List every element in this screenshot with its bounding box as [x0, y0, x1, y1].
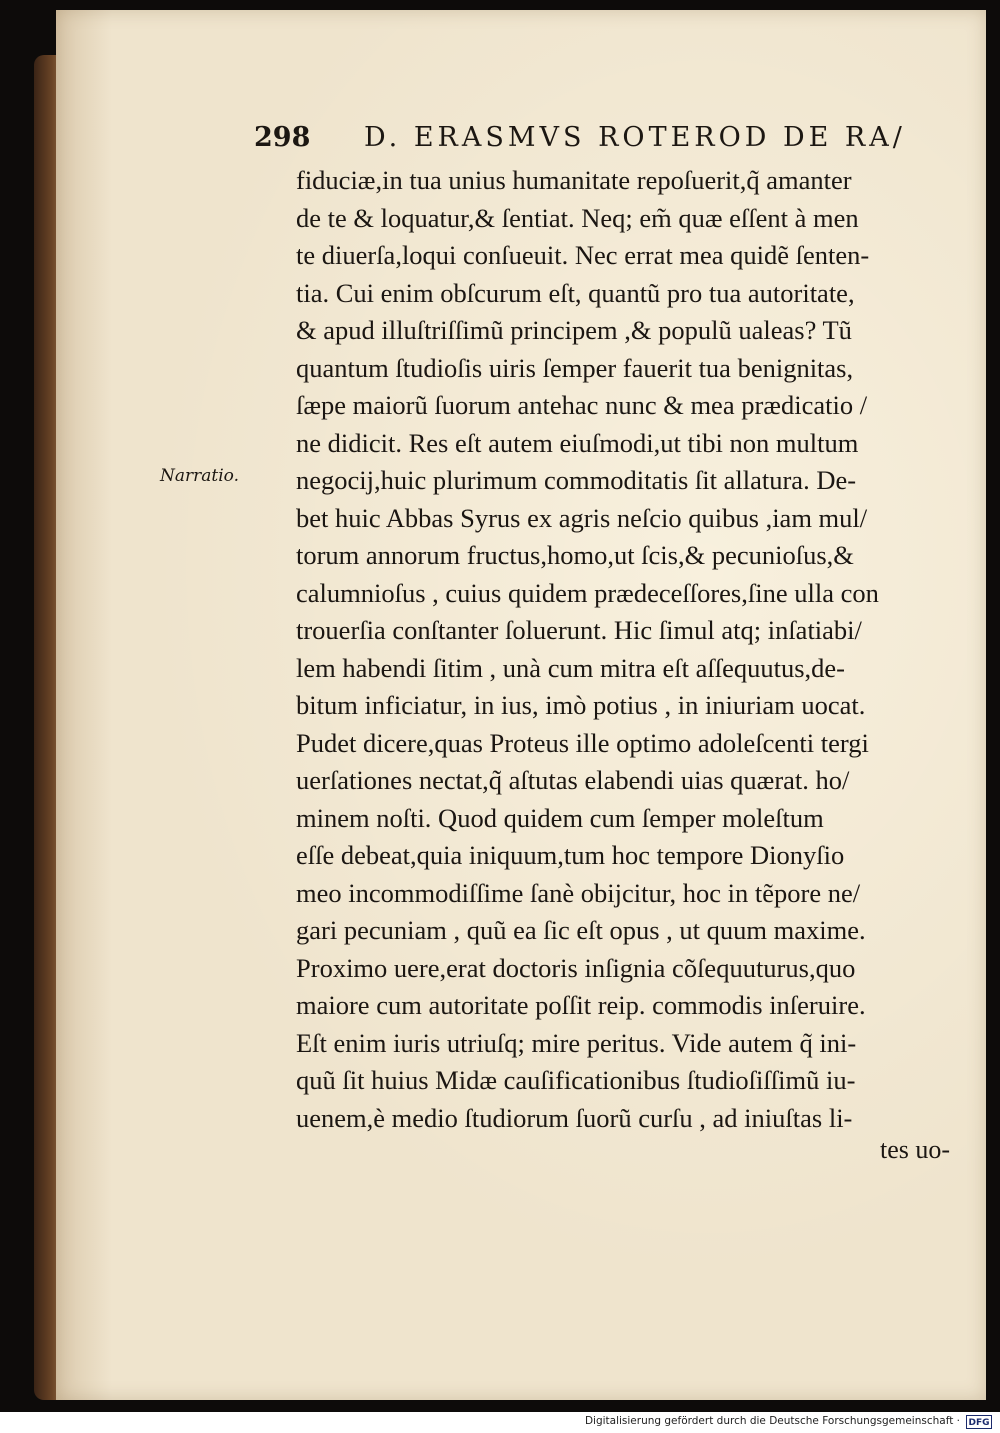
footer-bar — [0, 1412, 1000, 1433]
text-line: eſſe debeat,quia iniquum,tum hoc tempore Dionyſio — [296, 840, 845, 870]
text-line: negocij,huic plurimum commoditatis ſit allatura. De- — [296, 465, 857, 495]
text-line: bet huic Abbas Syrus ex agris neſcio quibus ,iam mul/ — [296, 502, 868, 533]
text-line: torum annorum fructus,homo,ut ſcis,& pecunioſus,& — [296, 540, 854, 570]
text-line: meo incommodiſſime ſanè obijcitur, hoc in tẽpore ne/ — [296, 877, 861, 908]
text-line: ſæpe maiorũ ſuorum antehac nunc & mea prædicatio / — [296, 390, 868, 420]
digitization-credit: Digitalisierung gefördert durch die Deutsche Forschungsgemeinschaft · — [584, 1415, 960, 1427]
text-line: de te & loquatur,& ſentiat. Neq; em̃ quæ eſſent à men — [296, 202, 859, 233]
text-line: Pudet dicere,quas Proteus ille optimo adoleſcenti tergi — [296, 727, 869, 758]
text-block — [296, 162, 968, 1137]
text-line: bitum inficiatur, in ius, imò potius , in iniuriam uocat. — [296, 690, 866, 720]
dfg-logo-icon: DFG — [966, 1415, 992, 1429]
text-line: calumnioſus , cuius quidem prædeceſſores,ſine ulla con — [296, 577, 879, 608]
text-line: fiduciæ,in tua unius humanitate repoſuerit,q̃ amanter — [296, 165, 852, 195]
text-line: gari pecuniam , quũ ea ſic eſt opus , ut quum maxime. — [296, 915, 866, 945]
running-title: D. ERASMVS ROTEROD DE RA/ — [364, 122, 906, 153]
catchword: tes uo- — [880, 1135, 951, 1164]
text-line: lem habendi ſitim , unà cum mitra eſt aſſequutus,de- — [296, 652, 845, 683]
text-line: te diuerſa,loqui conſueuit. Nec errat mea quidẽ ſenten- — [296, 240, 870, 270]
page-number: 298 — [254, 122, 311, 153]
text-line: quũ ſit huius Midæ cauſificationibus ſtudioſiſſimũ iu- — [296, 1065, 856, 1095]
text-line: maiore cum autoritate poſſit reip. commodis inſeruire. — [296, 990, 866, 1020]
text-line: minem noſti. Quod quidem cum ſemper moleſtum — [296, 802, 824, 833]
text-line: quantum ſtudioſis uiris ſemper fauerit tua benignitas, — [296, 352, 854, 383]
text-line: ne didicit. Res eſt autem eiuſmodi,ut tibi non multum — [296, 427, 859, 458]
marginal-note: Narratio. — [160, 466, 240, 486]
text-line: Proximo uere,erat doctoris inſignia cõſequuturus,quo — [296, 952, 856, 983]
text-line: Eſt enim iuris utriuſq; mire peritus. Vide autem q̃ ini- — [296, 1027, 857, 1058]
text-line: trouerſia conſtanter ſoluerunt. Hic ſimul atq; inſatiabi/ — [296, 615, 862, 645]
text-line: & apud illuſtriſſimũ principem ,& populũ ualeas? Tũ — [296, 315, 852, 345]
text-line: uenem,è medio ſtudiorum ſuorũ curſu , ad iniuſtas li- — [296, 1102, 853, 1133]
running-head — [254, 122, 954, 162]
text-line: tia. Cui enim obſcurum eſt, quantũ pro tua autoritate, — [296, 277, 855, 308]
text-line: uerſationes nectat,q̃ aſtutas elabendi uias quærat. ho/ — [296, 765, 850, 795]
